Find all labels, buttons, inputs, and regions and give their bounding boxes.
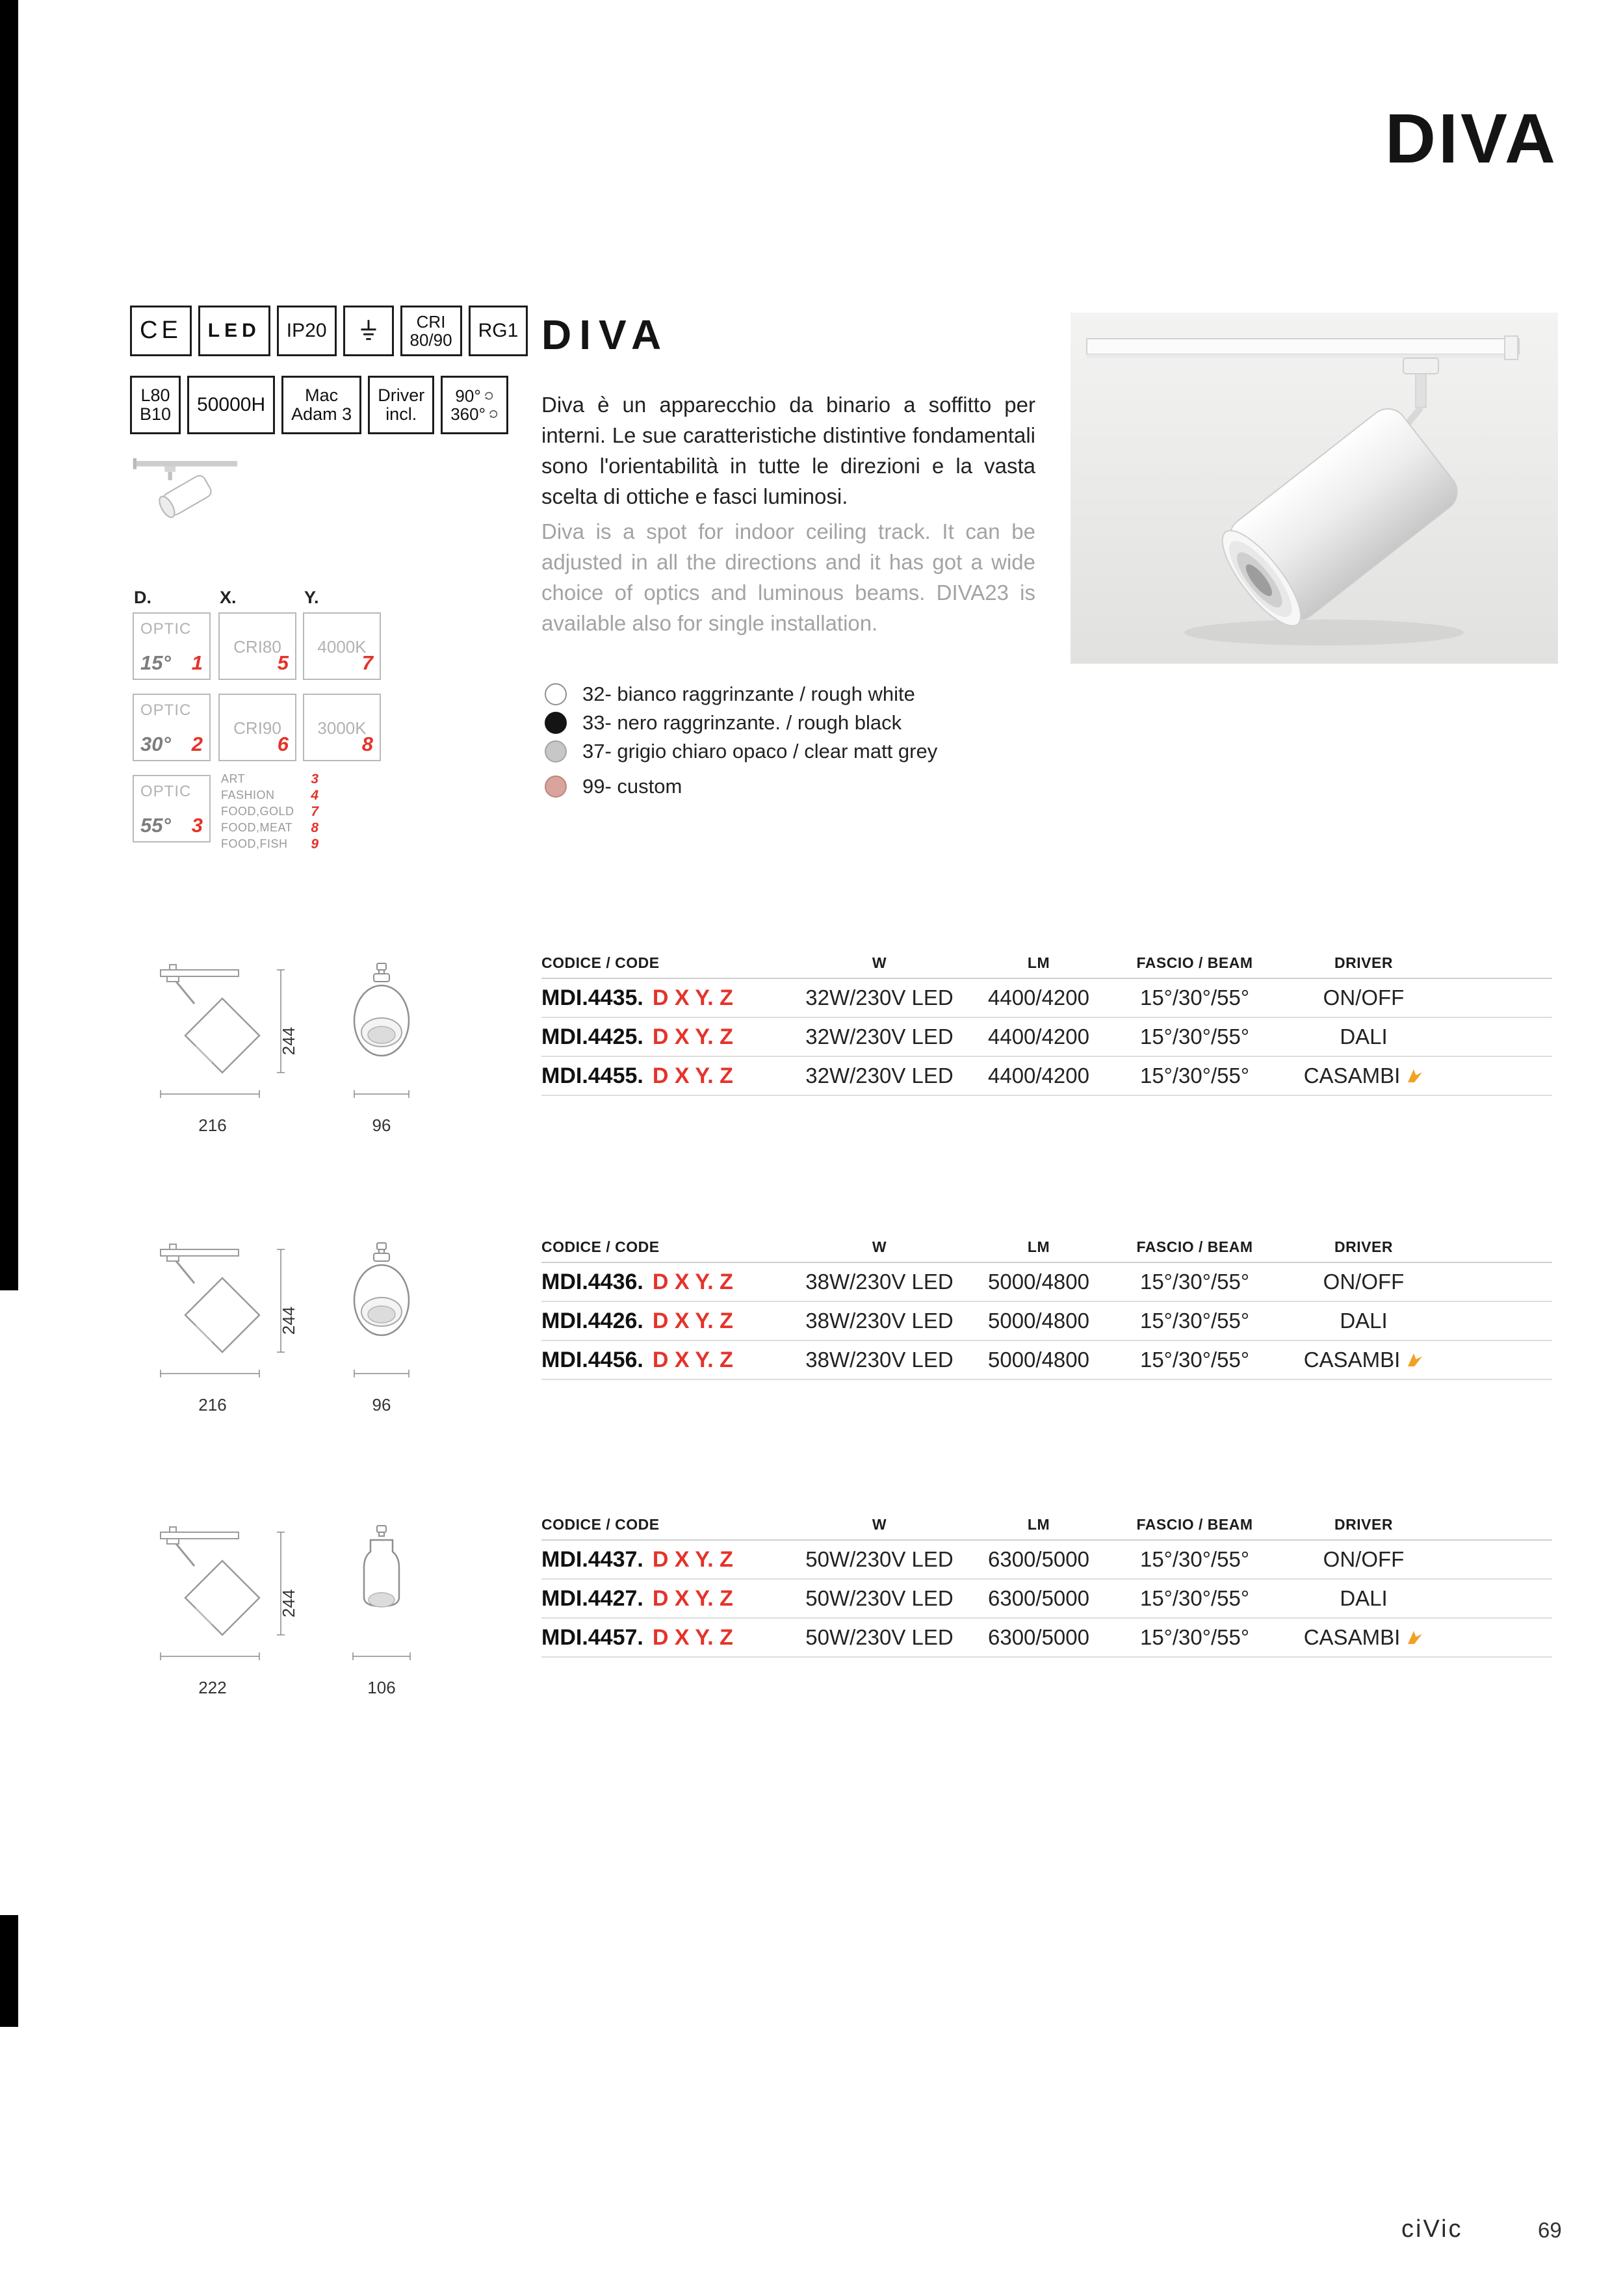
badge-row-1 xyxy=(130,306,528,356)
rotation-badge xyxy=(441,376,508,434)
finish-option xyxy=(545,680,937,709)
earth-ground-icon xyxy=(357,317,380,345)
lumen: 5000/4800 xyxy=(988,1348,1089,1372)
col-header-code: CODICE / CODE xyxy=(541,954,660,971)
optic-code: 1 xyxy=(191,651,203,674)
front-view-drawing xyxy=(339,961,424,1110)
beam-angles: 15°/30°/55° xyxy=(1139,1586,1250,1610)
wattage: 38W/230V LED xyxy=(805,1309,954,1333)
lumen: 6300/5000 xyxy=(988,1586,1089,1610)
table-row xyxy=(541,1057,1552,1096)
lumen: 6300/5000 xyxy=(988,1547,1089,1571)
kelvin-code: 7 xyxy=(361,651,373,674)
front-view-drawing xyxy=(339,1240,424,1390)
product-variant: D X Y. Z xyxy=(652,1624,733,1650)
ce-mark-badge xyxy=(130,306,192,356)
table-row xyxy=(541,1619,1552,1658)
col-header-driver: DRIVER xyxy=(1334,954,1393,971)
lumen: 4400/4200 xyxy=(988,1024,1089,1049)
driver-type xyxy=(1282,1586,1445,1611)
col-header-driver: DRIVER xyxy=(1334,1515,1393,1533)
cri90-box xyxy=(218,694,296,761)
wattage: 38W/230V LED xyxy=(805,1270,954,1294)
optic-15-box xyxy=(133,612,211,680)
product-code: MDI.4435. xyxy=(541,985,643,1010)
beam-angles: 15°/30°/55° xyxy=(1139,1547,1250,1571)
col-header-w: W xyxy=(872,954,887,971)
product-table-3 xyxy=(541,1509,1552,1658)
driver-type xyxy=(1282,1270,1445,1294)
finish-option xyxy=(545,737,937,766)
product-code: MDI.4425. xyxy=(541,1024,643,1049)
driver-line1: Driver xyxy=(378,385,425,405)
dimension-height: 244 xyxy=(279,1026,299,1056)
col-header-lm: LM xyxy=(1027,1238,1050,1255)
led-label: LED xyxy=(207,319,261,341)
driver-label: DALI xyxy=(1340,1586,1388,1610)
lumen: 5000/4800 xyxy=(988,1309,1089,1333)
product-variant: D X Y. Z xyxy=(652,1347,733,1372)
col-header-beam: FASCIO / BEAM xyxy=(1136,1238,1253,1255)
left-bleed-strip-bottom xyxy=(0,1915,18,2027)
col-header-lm: LM xyxy=(1027,954,1050,971)
dimension-height: 244 xyxy=(279,1589,299,1618)
beam-angles: 15°/30°/55° xyxy=(1139,1625,1250,1649)
driver-line2: incl. xyxy=(385,404,417,424)
cri-code: 6 xyxy=(277,733,289,755)
rotation-360-label: 360° xyxy=(450,404,486,424)
spotlight-render xyxy=(1070,313,1559,664)
extra-option xyxy=(221,836,318,852)
kelvin-title: 3000K xyxy=(317,718,367,738)
driver-type xyxy=(1282,985,1445,1010)
ip20-label: IP20 xyxy=(286,319,327,341)
lifetime-label: 50000H xyxy=(197,393,266,415)
finish-swatch-white xyxy=(545,683,567,705)
finish-swatch-grey xyxy=(545,740,567,763)
lumen: 6300/5000 xyxy=(988,1625,1089,1649)
driver-type xyxy=(1282,1309,1445,1333)
driver-label: ON/OFF xyxy=(1323,985,1405,1010)
finish-label: 32- bianco raggrinzante / rough white xyxy=(582,683,915,705)
table-row xyxy=(541,1341,1552,1380)
optic-30-box xyxy=(133,694,211,761)
option-column-y-label: Y. xyxy=(304,588,319,607)
side-view-drawing xyxy=(148,1523,300,1673)
lumen: 5000/4800 xyxy=(988,1270,1089,1294)
extra-option-code: 9 xyxy=(311,836,318,852)
driver-type xyxy=(1282,1547,1445,1572)
kelvin-code: 8 xyxy=(361,733,373,755)
rotation-90-label: 90° xyxy=(455,385,481,406)
dimension-width-side: 216 xyxy=(198,1115,227,1135)
dimension-width-front: 96 xyxy=(372,1395,391,1415)
macadam-badge xyxy=(281,376,361,434)
driver-type xyxy=(1282,1625,1445,1650)
lumen: 4400/4200 xyxy=(988,1063,1089,1088)
extra-option-name: FASHION xyxy=(221,789,275,802)
macadam-line1: Mac xyxy=(305,385,339,405)
intro-text xyxy=(541,390,1035,639)
optic-code: 3 xyxy=(191,814,203,837)
option-column-x-label: X. xyxy=(220,588,237,607)
kelvin-4000-box xyxy=(303,612,381,680)
driver-included-badge xyxy=(368,376,434,434)
product-code: MDI.4436. xyxy=(541,1269,643,1294)
extra-option-code: 4 xyxy=(311,787,318,803)
optic-angle: 30° xyxy=(140,733,171,755)
driver-label: ON/OFF xyxy=(1323,1270,1405,1294)
extra-option-code: 7 xyxy=(311,803,318,819)
finish-label: 37- grigio chiaro opaco / clear matt grey xyxy=(582,740,938,763)
rg1-badge xyxy=(469,306,528,356)
cri-title: CRI80 xyxy=(233,637,281,657)
table-row xyxy=(541,1018,1552,1057)
col-header-code: CODICE / CODE xyxy=(541,1515,660,1533)
description-italian: Diva è un apparecchio da binario a soffitto per interni. Le sue caratteristiche distintive fondamentali sono l'orientabilità in tutte le direzioni e la vasta scelta di ottiche e fasci luminosi. xyxy=(541,393,1035,508)
product-photo xyxy=(1070,313,1559,664)
extra-option xyxy=(221,820,318,836)
optic-55-box xyxy=(133,775,211,842)
wattage: 50W/230V LED xyxy=(805,1586,954,1610)
optic-angle: 55° xyxy=(140,814,171,837)
driver-type xyxy=(1282,1063,1445,1088)
extra-option xyxy=(221,787,318,803)
dimension-drawings-2 xyxy=(148,1240,434,1435)
kelvin-3000-box xyxy=(303,694,381,761)
finish-swatch-custom xyxy=(545,776,567,798)
left-bleed-strip-top xyxy=(0,0,18,1290)
product-code: MDI.4456. xyxy=(541,1347,643,1372)
dimension-width-front: 96 xyxy=(372,1115,391,1135)
dimension-width-side: 222 xyxy=(198,1678,227,1697)
extra-option-code: 3 xyxy=(311,771,318,787)
driver-label: CASAMBI xyxy=(1303,1348,1401,1372)
side-view-drawing xyxy=(148,1240,300,1390)
table-row xyxy=(541,1580,1552,1619)
driver-label: CASAMBI xyxy=(1303,1625,1401,1649)
finish-label: 33- nero raggrinzante. / rough black xyxy=(582,711,902,734)
table-header-row xyxy=(541,1509,1552,1541)
optic-angle: 15° xyxy=(140,651,171,674)
optic-title: OPTIC xyxy=(140,701,192,719)
extra-option xyxy=(221,771,318,787)
front-view-drawing xyxy=(339,1523,424,1673)
wattage: 50W/230V LED xyxy=(805,1547,954,1571)
cri-value: 80/90 xyxy=(409,330,452,350)
finish-options xyxy=(545,680,937,801)
cri-title: CRI90 xyxy=(233,718,281,738)
extra-option xyxy=(221,803,318,820)
dimension-height: 244 xyxy=(279,1306,299,1335)
dimension-drawings-1 xyxy=(148,961,434,1156)
page-number: 69 xyxy=(1538,2218,1562,2242)
dimension-drawings-3 xyxy=(148,1523,434,1718)
col-header-beam: FASCIO / BEAM xyxy=(1136,954,1253,971)
table-header-row xyxy=(541,948,1552,979)
wattage: 32W/230V LED xyxy=(805,1024,954,1049)
driver-type xyxy=(1282,1348,1445,1372)
b10-label: B10 xyxy=(140,404,172,424)
beam-angles: 15°/30°/55° xyxy=(1139,1309,1250,1333)
table-row xyxy=(541,979,1552,1018)
optic-title: OPTIC xyxy=(140,783,192,800)
lumen: 4400/4200 xyxy=(988,985,1089,1010)
table-header-row xyxy=(541,1232,1552,1263)
beam-angles: 15°/30°/55° xyxy=(1139,1063,1250,1088)
cri80-box xyxy=(218,612,296,680)
l80-label: L80 xyxy=(140,385,170,405)
finish-option xyxy=(545,772,937,801)
beam-angles: 15°/30°/55° xyxy=(1139,1024,1250,1049)
col-header-lm: LM xyxy=(1027,1515,1050,1533)
product-code: MDI.4437. xyxy=(541,1546,643,1572)
finish-option xyxy=(545,709,937,737)
extra-option-name: FOOD,MEAT xyxy=(221,821,293,834)
l80b10-badge xyxy=(130,376,181,434)
ip20-badge xyxy=(277,306,337,356)
dimension-width-front: 106 xyxy=(367,1678,396,1697)
casambi-icon xyxy=(1407,1630,1423,1645)
beam-angles: 15°/30°/55° xyxy=(1139,1270,1250,1294)
product-variant: D X Y. Z xyxy=(652,1063,733,1088)
product-table-2 xyxy=(541,1232,1552,1380)
wattage: 38W/230V LED xyxy=(805,1348,954,1372)
extra-option-name: ART xyxy=(221,772,246,785)
driver-label: DALI xyxy=(1340,1309,1388,1333)
table-row xyxy=(541,1541,1552,1580)
wattage: 32W/230V LED xyxy=(805,985,954,1010)
rg1-label: RG1 xyxy=(478,319,519,341)
dimension-width-side: 216 xyxy=(198,1395,227,1415)
extra-option-code: 8 xyxy=(311,820,318,835)
product-variant: D X Y. Z xyxy=(652,1024,733,1049)
col-header-w: W xyxy=(872,1238,887,1255)
kelvin-title: 4000K xyxy=(317,637,367,657)
finish-swatch-black xyxy=(545,712,567,734)
driver-type xyxy=(1282,1024,1445,1049)
product-code: MDI.4426. xyxy=(541,1308,643,1333)
table-row xyxy=(541,1302,1552,1341)
earth-badge xyxy=(343,306,394,356)
optic-title: OPTIC xyxy=(140,620,192,638)
driver-label: DALI xyxy=(1340,1024,1388,1049)
extra-option-name: FOOD,FISH xyxy=(221,837,288,850)
rotation-arrow-icon xyxy=(488,409,499,419)
side-view-drawing xyxy=(148,961,300,1110)
product-code: MDI.4427. xyxy=(541,1585,643,1611)
casambi-icon xyxy=(1407,1352,1423,1368)
product-code: MDI.4455. xyxy=(541,1063,643,1088)
optic-code: 2 xyxy=(191,733,203,755)
wattage: 50W/230V LED xyxy=(805,1625,954,1649)
brand-logo: ciVic xyxy=(1401,2215,1463,2243)
cri-label: CRI xyxy=(416,311,446,332)
lifetime-badge xyxy=(187,376,275,434)
option-column-d-label: D. xyxy=(134,588,151,607)
description-english: Diva is a spot for indoor ceiling track. It can be adjusted in all the directions and it has got a wide choice of optics and luminous beams. DIVA23 is available also for single installation. xyxy=(541,519,1035,636)
cri-code: 5 xyxy=(277,651,289,674)
col-header-code: CODICE / CODE xyxy=(541,1238,660,1255)
product-thumbnail-drawing xyxy=(129,447,246,523)
product-code: MDI.4457. xyxy=(541,1624,643,1650)
badge-row-2 xyxy=(130,376,508,434)
casambi-icon xyxy=(1407,1068,1423,1084)
beam-angles: 15°/30°/55° xyxy=(1139,1348,1250,1372)
product-variant: D X Y. Z xyxy=(652,1585,733,1611)
driver-label: ON/OFF xyxy=(1323,1547,1405,1571)
extra-optic-options xyxy=(221,771,318,852)
col-header-w: W xyxy=(872,1515,887,1533)
rotation-arrow-icon xyxy=(484,391,494,401)
beam-angles: 15°/30°/55° xyxy=(1139,985,1250,1010)
ce-mark-label: CE xyxy=(140,317,182,345)
product-name-heading: DIVA xyxy=(541,311,669,358)
led-badge xyxy=(198,306,270,356)
page-title: DIVA xyxy=(1384,99,1558,177)
product-variant: D X Y. Z xyxy=(652,1308,733,1333)
macadam-line2: Adam 3 xyxy=(291,404,352,424)
col-header-beam: FASCIO / BEAM xyxy=(1136,1515,1253,1533)
product-table-1 xyxy=(541,948,1552,1096)
driver-label: CASAMBI xyxy=(1303,1063,1401,1088)
extra-option-name: FOOD,GOLD xyxy=(221,805,294,818)
cri-badge xyxy=(400,306,462,356)
finish-label: 99- custom xyxy=(582,775,682,798)
wattage: 32W/230V LED xyxy=(805,1063,954,1088)
table-row xyxy=(541,1263,1552,1302)
product-variant: D X Y. Z xyxy=(652,1269,733,1294)
col-header-driver: DRIVER xyxy=(1334,1238,1393,1255)
product-variant: D X Y. Z xyxy=(652,1546,733,1572)
product-variant: D X Y. Z xyxy=(652,985,733,1010)
